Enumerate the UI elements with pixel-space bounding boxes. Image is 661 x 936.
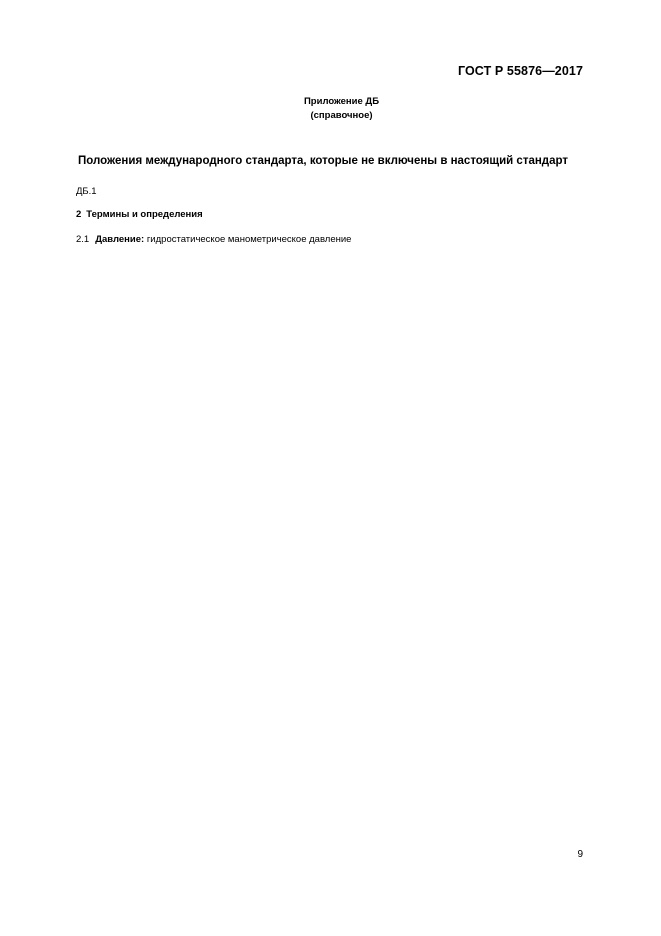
clause-id: ДБ.1 xyxy=(76,186,97,197)
term-definition xyxy=(76,234,351,245)
subsection-heading xyxy=(76,209,203,220)
annex-title: Приложение ДБ xyxy=(303,96,380,107)
subsection-number: 2 xyxy=(76,209,82,220)
term-definition-text: гидростатическое манометрическое давление xyxy=(144,234,352,245)
annex-status: (справочное) xyxy=(310,110,373,121)
section-heading: Положения международного стандарта, которые не включены в настоящий стандарт xyxy=(78,155,568,167)
subsection-title: Термины и определения xyxy=(86,209,203,220)
term-number: 2.1 xyxy=(76,234,90,245)
page-number: 9 xyxy=(577,849,583,860)
term-name: Давление: xyxy=(95,234,145,245)
annex-title-block xyxy=(0,95,661,123)
document-code: ГОСТ Р 55876—2017 xyxy=(457,64,583,78)
